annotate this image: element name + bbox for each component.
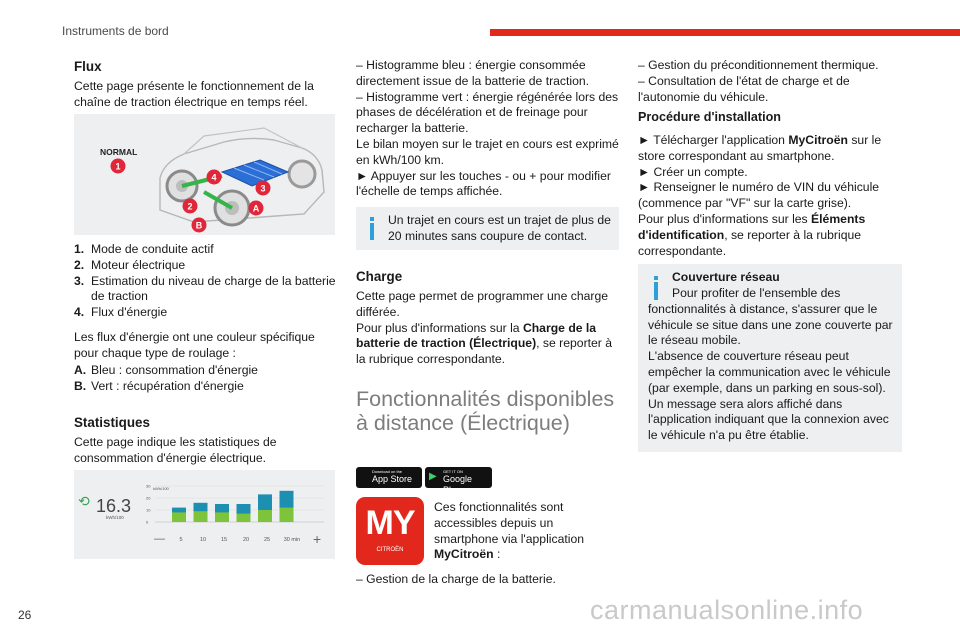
bar-green (280, 508, 294, 522)
install-title: Procédure d'installation (638, 110, 781, 124)
car-roof-outline (184, 128, 302, 154)
mode-label: NORMAL (100, 147, 138, 157)
svg-text:2: 2 (187, 201, 193, 212)
svg-text:A: A (252, 203, 260, 214)
install-step: ► Renseigner le numéro de VIN du véhicule (commence par "VF" sur la carte grise). (638, 180, 880, 211)
bar-green (215, 512, 229, 522)
line-average: Le bilan moyen sur le trajet en cours est exprimé en kWh/100 km. (356, 136, 619, 167)
install-step: ► Créer un compte. (638, 164, 748, 179)
install-step: ► Télécharger l'application MyCitroën sur le store correspondant au smartphone. (638, 133, 882, 163)
y-tick-label: 0 (146, 519, 149, 525)
y-tick-label: 20 (146, 495, 151, 501)
recycle-icon: ⟲ (78, 493, 90, 509)
battery-pack (222, 160, 288, 186)
flux-paragraph: Cette page présente le fonctionnement de la chaîne de traction électrique en temps réel. (74, 79, 314, 109)
svg-text:3: 3 (260, 183, 266, 194)
zoom-minus-button: — (154, 533, 165, 545)
histogram-description (356, 58, 620, 200)
bullet-charge-management: – Gestion de la charge de la batterie. (356, 572, 556, 586)
install-steps (638, 133, 902, 259)
x-tick-label: 5 (179, 537, 183, 543)
legend-item: 4. Flux d'énergie (74, 305, 168, 320)
y-tick-label: 10 (146, 507, 151, 513)
colors-legend (74, 363, 336, 395)
legend-item: 3. Estimation du niveau de charge de la batterie de traction (74, 273, 336, 304)
legend-item: 1. Mode de conduite actif (74, 242, 214, 256)
x-tick-label: 15 (220, 537, 228, 543)
line-histogram-blue: – Histogramme bleu : énergie consommée directement issue de la batterie de traction. (356, 58, 590, 88)
remote-features-list: – Gestion du préconditionnement thermique. – Consultation de l'état de charge et de l'autonomie du véhicule. (638, 58, 879, 104)
svg-text:1: 1 (115, 161, 121, 172)
svg-text:B: B (195, 220, 203, 231)
note-trajet: Un trajet en cours est un trajet de plus de 20 minutes sans coupure de contact. (356, 207, 619, 250)
marker-4 (207, 170, 222, 185)
y-tick-label: 30 (146, 483, 151, 489)
info-icon (370, 223, 374, 240)
bar-green (194, 511, 208, 522)
stat-value: 16.3 (96, 496, 132, 516)
app-store-badge[interactable]: Download on the App Store (356, 467, 422, 488)
bar-green (237, 514, 251, 522)
google-play-badge[interactable]: ▶ GET IT ON Google Play (425, 467, 492, 488)
marker-1 (111, 159, 126, 174)
marker-b (192, 218, 207, 233)
info-icon-dot (654, 276, 658, 280)
line-histogram-green: – Histogramme vert : énergie régénérée lors des phases de décélération et de freinage pour recharger la batterie. (356, 89, 619, 136)
front-right-wheel (289, 161, 315, 187)
note-text: Pour profiter de l'ensemble des fonctionnalités à distance, s'assurer que le véhicule se situe dans une zone couverte par le réseau mobile. L'absence de couverture réseau peut empêcher la communication avec le véhicule (par exemple, dans un parking en sous-sol). Un message sera alors affiché dans l'application indiquant que la connexion avec le véhicule n'a pu être établie. (648, 286, 893, 443)
marker-3 (256, 181, 271, 196)
legend-item: 2. Moteur électrique (74, 257, 186, 272)
info-icon-dot (370, 217, 374, 221)
zoom-plus-button: + (313, 531, 322, 547)
colors-intro: Les flux d'énergie ont une couleur spécifique pour chaque type de roulage : (74, 330, 315, 360)
header-accent-bar (490, 29, 960, 36)
info-paragraph: Pour plus d'informations sur les Éléments d'identification, se reporter à la rubrique correspondante. (638, 211, 866, 258)
x-tick-label: 20 (242, 537, 250, 543)
note-title: Couverture réseau (672, 270, 780, 284)
marker-a (249, 201, 264, 216)
remote-features-title: Fonctionnalités disponibles à distance (Électrique) (356, 387, 615, 435)
marker-2 (183, 199, 198, 214)
section-title-statistiques: Statistiques (74, 415, 150, 430)
app-paragraph: Ces fonctionnalités sont accessibles depuis un smartphone via l'application MyCitroën : (434, 500, 585, 562)
mycitroen-app-logo: MY CITROËN (356, 497, 424, 565)
page-number: 26 (18, 608, 32, 622)
note-network-coverage (638, 264, 902, 452)
x-tick-label: 30 min (283, 537, 301, 543)
charge-paragraph: Cette page permet de programmer une charge différée. Pour plus d'informations sur la Charge de la batterie de traction (Électrique), se reporter à la rubrique correspondante. (356, 289, 613, 367)
watermark: carmanualsonline.info (590, 595, 864, 625)
color-item-blue: A. Bleu : consommation d'énergie (74, 363, 258, 377)
svg-text:4: 4 (211, 172, 217, 183)
stat-value-unit: kWh/100 (106, 515, 124, 520)
section-title-flux: Flux (74, 59, 102, 74)
bar-green (172, 512, 186, 522)
car-flow-illustration (74, 114, 335, 235)
statistics-panel (74, 470, 335, 559)
running-header: Instruments de bord (62, 24, 169, 38)
diagram-legend (74, 242, 336, 321)
bar-green (258, 510, 272, 522)
x-tick-label: 25 (263, 537, 271, 543)
y-unit: kWh/100 (153, 486, 169, 491)
x-tick-label: 10 (199, 537, 207, 543)
color-item-green: B. Vert : récupération d'énergie (74, 378, 244, 393)
energy-flow-diagram (74, 114, 335, 235)
section-title-charge: Charge (356, 269, 403, 284)
stats-paragraph: Cette page indique les statistiques de consommation d'énergie électrique. (74, 435, 277, 465)
play-icon: ▶ (429, 471, 437, 482)
line-keys: ► Appuyer sur les touches - ou + pour modifier l'échelle de temps affichée. (356, 168, 611, 199)
statistics-chart (74, 470, 335, 559)
